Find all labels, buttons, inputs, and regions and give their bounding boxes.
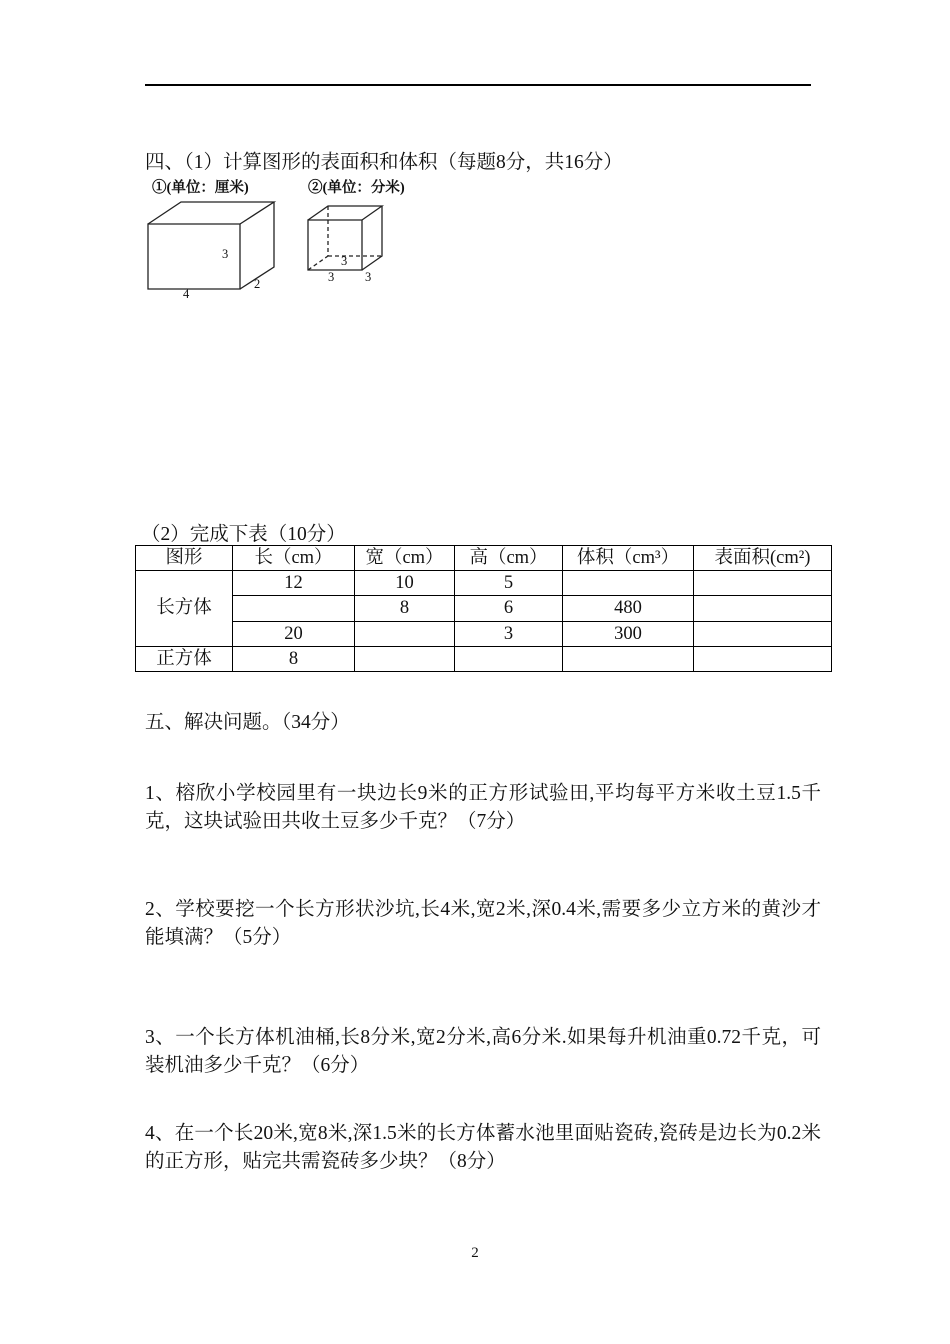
cube-top-face: [308, 206, 382, 220]
col-header-length: 长（cm）: [233, 546, 355, 571]
table-row: [136, 596, 832, 621]
table-cell: [694, 571, 832, 596]
problem-3: 3、一个长方体机油桶,长8分米,宽2分米,高6分米.如果每升机油重0.72千克，可装机油多少千克？（6分）: [145, 1027, 821, 1077]
col-header-surface-area: 表面积(cm²): [694, 546, 832, 571]
dimensions-table: [135, 545, 832, 672]
cube-edge2-value: 3: [328, 270, 335, 284]
table-cell: 8: [233, 646, 355, 671]
table-row: [136, 621, 832, 646]
table-cell: [563, 571, 694, 596]
prism-right-face: [240, 202, 274, 289]
cube-edge1-value: 3: [341, 254, 348, 268]
prism-width-value: 4: [183, 287, 190, 300]
table-cell: 300: [563, 621, 694, 646]
col-header-shape: 图形: [136, 546, 233, 571]
cube-edge3-value: 3: [365, 270, 372, 284]
figure1-label: ①(单位：厘米): [152, 180, 249, 196]
col-header-volume: 体积（cm³）: [563, 546, 694, 571]
header-rule: [145, 84, 811, 86]
table-cell: 12: [233, 571, 355, 596]
page-number: 2: [471, 1245, 479, 1261]
figure2-label: ②(单位：分米): [308, 180, 405, 196]
table-header-row: [136, 546, 832, 571]
table-cell: 20: [233, 621, 355, 646]
table-cell: [694, 596, 832, 621]
table-cell: [694, 646, 832, 671]
table-cell: [233, 596, 355, 621]
row-group-label-cube: 正方体: [136, 646, 233, 671]
table-cell: 6: [455, 596, 563, 621]
table-row: [136, 571, 832, 596]
table-cell: [694, 621, 832, 646]
table-cell: 8: [355, 596, 455, 621]
table-cell: 5: [455, 571, 563, 596]
cube-front-face: [308, 220, 362, 270]
problem-4: 4、在一个长20米,宽8米,深1.5米的长方体蓄水池里面贴瓷砖,瓷砖是边长为0.2米的正方形，贴完共需瓷砖多少块？（8分）: [145, 1123, 821, 1173]
table-cell: 480: [563, 596, 694, 621]
figure1-box-diagram: [143, 194, 281, 300]
col-header-width: 宽（cm）: [355, 546, 455, 571]
figure2-cube-diagram: [300, 198, 396, 284]
table-row: [136, 646, 832, 671]
table-cell: 3: [455, 621, 563, 646]
section5-title: 五、解决问题。（34分）: [145, 712, 350, 733]
table-cell: [455, 646, 563, 671]
section4-part2-title: （2）完成下表（10分）: [141, 524, 346, 545]
prism-height-value: 3: [222, 247, 229, 261]
row-group-label-cuboid: 长方体: [136, 571, 233, 647]
table-cell: [355, 621, 455, 646]
table-cell: [563, 646, 694, 671]
section4-title: 四、（1）计算图形的表面积和体积（每题8分，共16分）: [145, 152, 623, 173]
table-cell: [355, 646, 455, 671]
col-header-height: 高（cm）: [455, 546, 563, 571]
problem-1: 1、榕欣小学校园里有一块边长9米的正方形试验田,平均每平方米收土豆1.5千克，这块试验田共收土豆多少千克？（7分）: [145, 783, 821, 833]
table-cell: 10: [355, 571, 455, 596]
cube-right-face: [362, 206, 382, 270]
prism-depth-value: 2: [254, 277, 261, 291]
prism-top-face: [148, 202, 274, 224]
problem-2: 2、学校要挖一个长方形状沙坑,长4米,宽2米,深0.4米,需要多少立方米的黄沙才能填满？（5分）: [145, 899, 821, 949]
